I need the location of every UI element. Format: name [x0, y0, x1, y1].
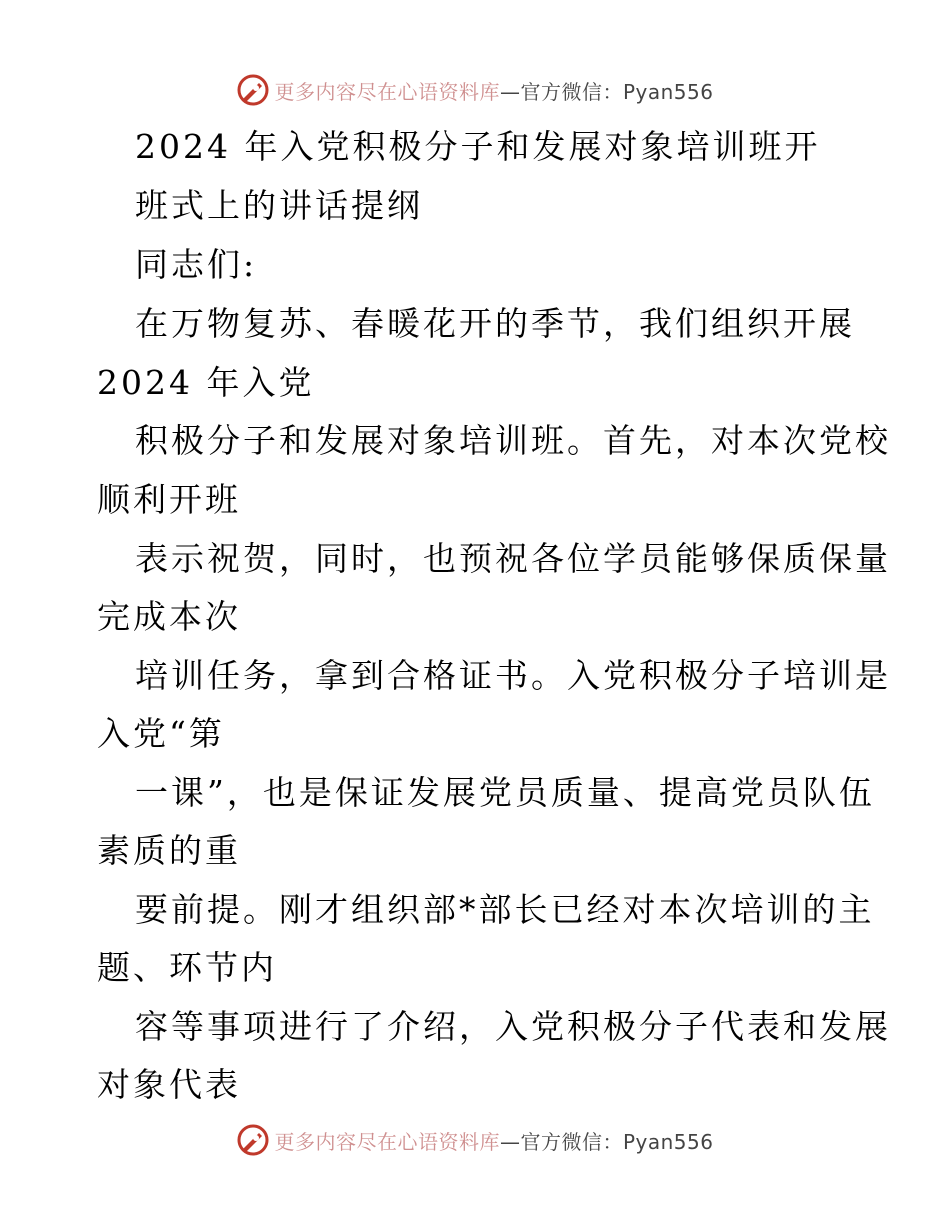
watermark-header	[0, 70, 950, 110]
paragraph-line: 顺利开班	[97, 480, 241, 519]
paragraph-line: 2024 年入党	[97, 363, 315, 402]
paragraph-line: 完成本次	[97, 597, 241, 636]
watermark-official-text: —官方微信：Pyan556	[499, 1129, 714, 1154]
document-title-line-1: 2024 年入党积极分子和发展对象培训班开	[135, 127, 821, 166]
watermark-brand-text: 更多内容尽在心语资料库	[274, 79, 500, 104]
paragraph-line: 培训任务，拿到合格证书。入党积极分子培训是	[135, 656, 891, 695]
paragraph-line: 素质的重	[97, 831, 241, 870]
brand-logo-icon	[236, 73, 270, 107]
paragraph-line: 在万物复苏、春暖花开的季节，我们组织开展	[135, 304, 855, 343]
paragraph-line: 表示祝贺，同时，也预祝各位学员能够保质保量	[135, 539, 891, 578]
paragraph-line: 要前提。刚才组织部*部长已经对本次培训的主	[135, 890, 875, 929]
salutation: 同志们:	[135, 245, 258, 284]
paragraph-line: 容等事项进行了介绍，入党积极分子代表和发展	[135, 1007, 891, 1046]
paragraph-line: 积极分子和发展对象培训班。首先，对本次党校	[135, 421, 891, 460]
watermark-brand-text: 更多内容尽在心语资料库	[274, 1129, 500, 1154]
document-title-line-2: 班式上的讲话提纲	[135, 186, 423, 225]
paragraph-line: 对象代表	[97, 1065, 241, 1104]
paragraph-line: 一课”，也是保证发展党员质量、提高党员队伍	[135, 773, 875, 812]
paragraph-line: 入党“第	[97, 714, 225, 753]
watermark-official-text: —官方微信：Pyan556	[499, 79, 714, 104]
watermark-footer	[0, 1120, 950, 1160]
brand-logo-icon	[236, 1123, 270, 1157]
paragraph-line: 题、环节内	[97, 948, 277, 987]
